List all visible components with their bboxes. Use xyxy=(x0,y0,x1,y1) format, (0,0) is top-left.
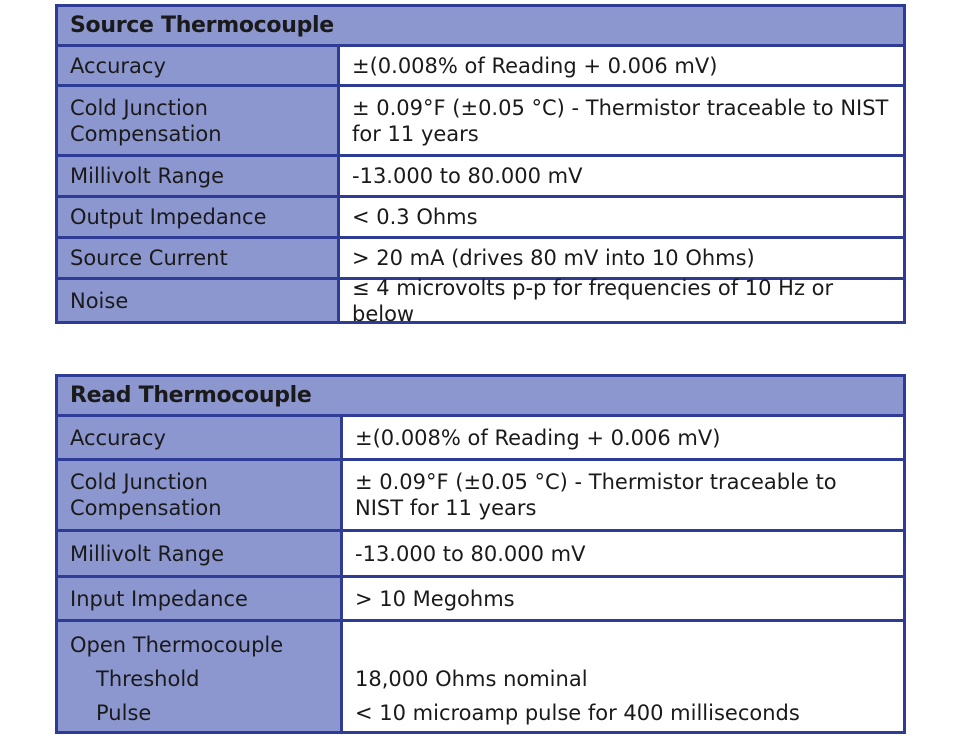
open-thermocouple-value-cell xyxy=(343,622,903,731)
table-row xyxy=(58,198,903,239)
open-thermocouple-blank xyxy=(355,628,891,662)
table-row xyxy=(58,157,903,198)
row-label: Accuracy xyxy=(58,47,340,84)
row-value: < 0.3 Ohms xyxy=(352,205,478,229)
row-label: Millivolt Range xyxy=(58,532,343,575)
pulse-value: < 10 microamp pulse for 400 milliseconds xyxy=(355,701,800,725)
table-row xyxy=(58,47,903,87)
row-label: Cold Junction Compensation xyxy=(58,461,343,529)
open-thermocouple-label-cell xyxy=(58,622,343,731)
source-thermocouple-table xyxy=(55,4,906,324)
table-row xyxy=(58,275,903,326)
pulse-label: Pulse xyxy=(96,701,152,725)
table-row xyxy=(58,532,903,578)
row-label: Millivolt Range xyxy=(58,157,340,195)
row-value: ±(0.008% of Reading + 0.006 mV) xyxy=(355,425,721,450)
row-label: Noise xyxy=(58,280,340,321)
source-thermocouple-title: Source Thermocouple xyxy=(58,7,903,47)
row-value: ≤ 4 microvolts p-p for frequencies of 10 Hz or below xyxy=(352,275,834,326)
table-row xyxy=(58,578,903,622)
row-value: ± 0.09°F (±0.05 °C) - Thermistor traceable to NIST for 11 years xyxy=(355,470,837,520)
threshold-label: Threshold xyxy=(96,667,200,691)
row-value: > 10 Megohms xyxy=(355,586,515,611)
open-thermocouple-label: Open Thermocouple xyxy=(70,633,284,657)
row-label: Source Current xyxy=(58,239,340,277)
table-row xyxy=(58,461,903,532)
row-label: Input Impedance xyxy=(58,578,343,619)
row-value: ± 0.09°F (±0.05 °C) - Thermistor traceable to NIST for 11 years xyxy=(352,95,889,146)
row-value: ±(0.008% of Reading + 0.006 mV) xyxy=(352,53,718,78)
threshold-value: 18,000 Ohms nominal xyxy=(355,667,588,691)
row-value: > 20 mA (drives 80 mV into 10 Ohms) xyxy=(352,246,755,270)
row-value: -13.000 to 80.000 mV xyxy=(352,164,583,188)
read-thermocouple-title: Read Thermocouple xyxy=(58,377,903,417)
row-label: Output Impedance xyxy=(58,198,340,236)
row-label: Accuracy xyxy=(58,417,343,458)
row-value: -13.000 to 80.000 mV xyxy=(355,541,586,566)
row-label: Cold Junction Compensation xyxy=(58,87,340,154)
table-row xyxy=(58,417,903,461)
read-thermocouple-table xyxy=(55,374,906,734)
table-row xyxy=(58,622,903,731)
table-row xyxy=(58,87,903,157)
